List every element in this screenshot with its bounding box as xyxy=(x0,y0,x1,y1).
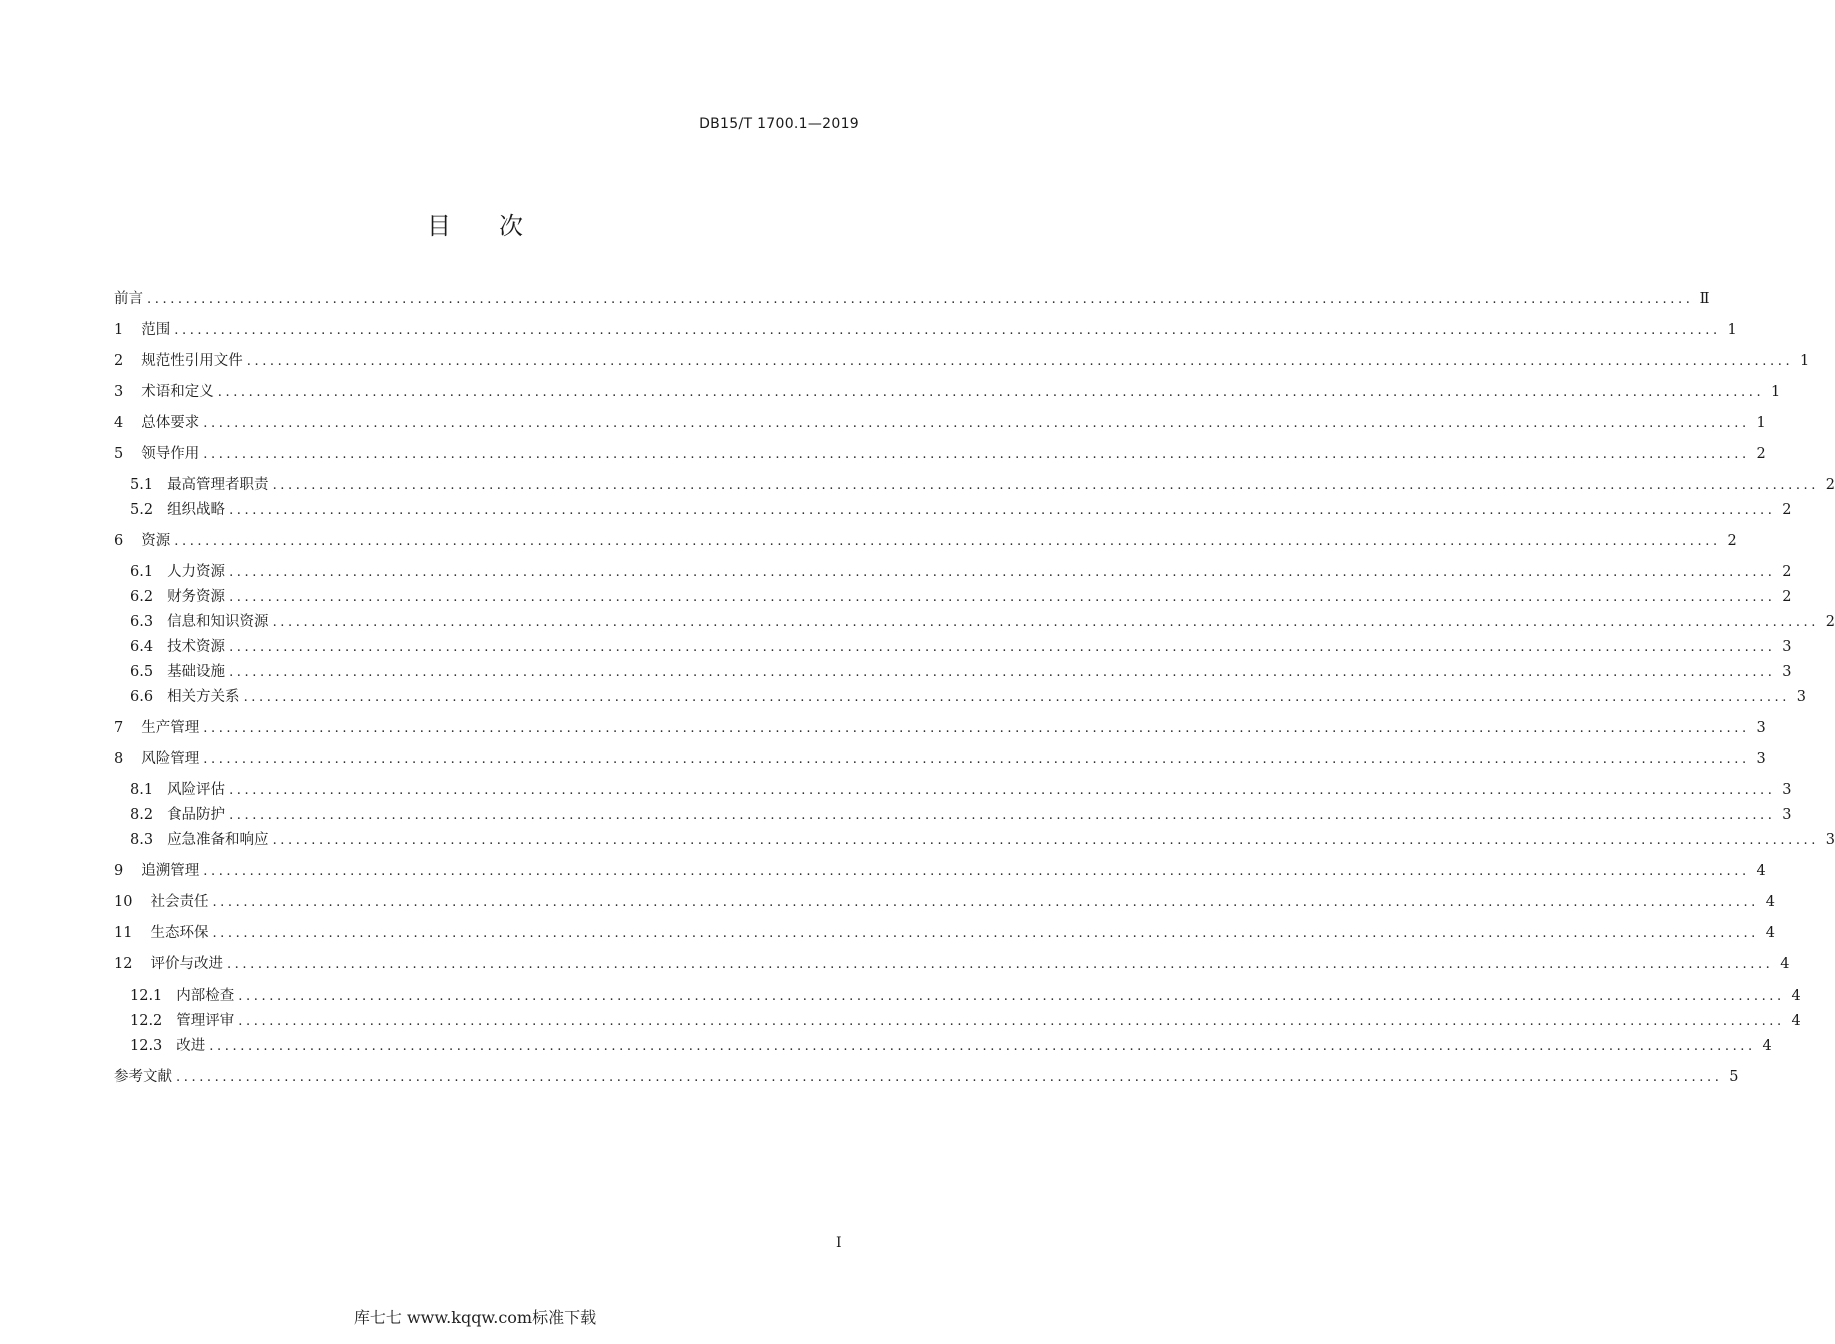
toc-entry[interactable] xyxy=(114,443,1766,465)
toc-entry-label: 食品防护 xyxy=(167,807,226,823)
toc-entry-page: 3 xyxy=(1796,689,1807,705)
toc-entry-page: 1 xyxy=(1756,415,1766,431)
toc-entry[interactable] xyxy=(114,381,1781,403)
toc-entry-page: 4 xyxy=(1791,988,1801,1004)
toc-entry-page: 4 xyxy=(1762,1038,1772,1054)
toc-entry[interactable] xyxy=(114,748,1766,770)
leader-dots: ........................................................................................................................................................................................................ xyxy=(226,957,1774,972)
toc-entry-number: 5.1 xyxy=(130,477,154,493)
toc-entry-label: 参考文献 xyxy=(114,1069,172,1085)
toc-entry-page: 4 xyxy=(1791,1013,1801,1029)
toc-entry-label: 财务资源 xyxy=(167,589,226,605)
toc-entry-page: 1 xyxy=(1770,384,1781,400)
toc-entry-number: 12.1 xyxy=(130,988,163,1004)
leader-dots: ........................................................................................................................................................................................................ xyxy=(229,808,1776,823)
leader-dots: ........................................................................................................................................................................................................ xyxy=(209,1039,1756,1054)
leader-dots: ........................................................................................................................................................................................................ xyxy=(174,534,1721,549)
leader-dots: ........................................................................................................................................................................................................ xyxy=(217,385,1765,400)
toc-entry-page: 1 xyxy=(1799,353,1810,369)
toc-entry[interactable] xyxy=(130,661,1792,683)
toc-entry-number: 5.2 xyxy=(130,502,154,518)
toc-entry-label: 风险评估 xyxy=(167,782,226,798)
page-number: I xyxy=(836,1235,842,1251)
leader-dots: ........................................................................................................................................................................................................ xyxy=(147,292,1694,307)
toc-entry-page: 2 xyxy=(1727,533,1737,549)
toc-entry[interactable] xyxy=(130,686,1807,708)
toc-entry-label: 应急准备和响应 xyxy=(167,832,269,848)
toc-entry[interactable] xyxy=(130,829,1835,851)
toc-entry-number: 10 xyxy=(114,894,133,910)
leader-dots: ........................................................................................................................................................................................................ xyxy=(272,833,1820,848)
toc-entry-number: 12 xyxy=(114,956,133,972)
toc-entry-number: 6.5 xyxy=(130,664,154,680)
toc-entry-number: 8.1 xyxy=(130,782,154,798)
toc-entry-label: 内部检查 xyxy=(176,988,235,1004)
toc-entry[interactable] xyxy=(130,636,1792,658)
leader-dots: ........................................................................................................................................................................................................ xyxy=(229,640,1776,655)
toc-entry-label: 相关方关系 xyxy=(167,689,240,705)
toc-entry-page: 3 xyxy=(1782,807,1792,823)
toc-entry-number: 1 xyxy=(114,322,124,338)
toc-entry-page: 2 xyxy=(1825,614,1835,630)
leader-dots: ........................................................................................................................................................................................................ xyxy=(176,1070,1723,1085)
toc-entry-number: 12.2 xyxy=(130,1013,163,1029)
toc-entry-page: 1 xyxy=(1727,322,1737,338)
leader-dots: ........................................................................................................................................................................................................ xyxy=(203,752,1750,767)
toc-entry-page: 4 xyxy=(1756,863,1766,879)
toc-entry[interactable] xyxy=(114,717,1766,739)
toc-entry[interactable] xyxy=(114,412,1766,434)
toc-entry-page: 3 xyxy=(1782,782,1792,798)
toc-entry-page: 2 xyxy=(1825,477,1835,493)
toc-entry[interactable] xyxy=(114,891,1775,913)
toc-entry-label: 范围 xyxy=(141,322,171,338)
toc-entry[interactable] xyxy=(130,804,1792,826)
toc-entry[interactable] xyxy=(130,985,1801,1007)
toc-entry-number: 6.3 xyxy=(130,614,154,630)
toc-entry[interactable] xyxy=(114,350,1810,372)
leader-dots: ........................................................................................................................................................................................................ xyxy=(243,690,1791,705)
toc-entry-number: 11 xyxy=(114,925,133,941)
toc-entry-page: 3 xyxy=(1782,664,1792,680)
toc-entry[interactable] xyxy=(130,611,1835,633)
toc-entry[interactable] xyxy=(114,922,1775,944)
toc-entry-number: 9 xyxy=(114,863,124,879)
toc-entry-page: 5 xyxy=(1729,1069,1739,1085)
toc-entry-label: 风险管理 xyxy=(141,751,200,767)
toc-entry[interactable] xyxy=(130,474,1835,496)
leader-dots: ........................................................................................................................................................................................................ xyxy=(229,565,1776,580)
leader-dots: ........................................................................................................................................................................................................ xyxy=(238,1014,1785,1029)
toc-entry-page: 2 xyxy=(1782,564,1792,580)
toc-entry-page: 3 xyxy=(1825,832,1835,848)
toc-entry-number: 6.4 xyxy=(130,639,154,655)
toc-entry[interactable] xyxy=(114,860,1766,882)
toc-entry[interactable] xyxy=(130,1035,1772,1057)
leader-dots: ........................................................................................................................................................................................................ xyxy=(272,478,1820,493)
toc-entry[interactable] xyxy=(130,1010,1801,1032)
toc-entry-label: 总体要求 xyxy=(141,415,200,431)
toc-entry-label: 前言 xyxy=(114,291,143,307)
toc-entry-label: 最高管理者职责 xyxy=(167,477,269,493)
leader-dots: ........................................................................................................................................................................................................ xyxy=(212,926,1759,941)
leader-dots: ........................................................................................................................................................................................................ xyxy=(229,665,1776,680)
leader-dots: ........................................................................................................................................................................................................ xyxy=(272,615,1820,630)
toc-entry-label: 评价与改进 xyxy=(150,956,223,972)
leader-dots: ........................................................................................................................................................................................................ xyxy=(229,590,1776,605)
toc-entry-page: 4 xyxy=(1765,925,1775,941)
toc-entry-number: 8.2 xyxy=(130,807,154,823)
leader-dots: ........................................................................................................................................................................................................ xyxy=(238,989,1785,1004)
toc-entry-page: 2 xyxy=(1782,502,1792,518)
toc-entry-page: 3 xyxy=(1756,720,1766,736)
toc-entry-page: 4 xyxy=(1765,894,1775,910)
leader-dots: ........................................................................................................................................................................................................ xyxy=(246,354,1794,369)
toc-entry-number: 4 xyxy=(114,415,124,431)
toc-entry[interactable] xyxy=(114,530,1737,552)
toc-entry-number: 2 xyxy=(114,353,124,369)
toc-entry-label: 人力资源 xyxy=(167,564,226,580)
toc-entry-label: 领导作用 xyxy=(141,446,200,462)
toc-entry-number: 6.2 xyxy=(130,589,154,605)
toc-entry[interactable] xyxy=(130,779,1792,801)
standard-code: DB15/T 1700.1—2019 xyxy=(699,116,859,132)
toc-entry-label: 规范性引用文件 xyxy=(141,353,243,369)
leader-dots: ........................................................................................................................................................................................................ xyxy=(203,864,1750,879)
toc-entry-number: 8 xyxy=(114,751,124,767)
toc-entry-number: 6.6 xyxy=(130,689,154,705)
toc-entry-label: 资源 xyxy=(141,533,171,549)
toc-entry-number: 12.3 xyxy=(130,1038,163,1054)
toc-entry[interactable] xyxy=(114,319,1737,341)
leader-dots: ........................................................................................................................................................................................................ xyxy=(229,503,1776,518)
leader-dots: ........................................................................................................................................................................................................ xyxy=(203,721,1750,736)
toc-entry-label: 信息和知识资源 xyxy=(167,614,269,630)
toc-entry[interactable] xyxy=(114,953,1790,975)
leader-dots: ........................................................................................................................................................................................................ xyxy=(229,783,1776,798)
toc-entry[interactable] xyxy=(114,288,1710,310)
toc-entry-number: 3 xyxy=(114,384,124,400)
toc-entry-label: 基础设施 xyxy=(167,664,226,680)
toc-entry-label: 生态环保 xyxy=(150,925,209,941)
toc-entry-label: 生产管理 xyxy=(141,720,200,736)
toc-entry-label: 术语和定义 xyxy=(141,384,214,400)
toc-entry-number: 8.3 xyxy=(130,832,154,848)
page-title: 目次 xyxy=(427,212,571,240)
toc-entry-page: 2 xyxy=(1782,589,1792,605)
toc-entry[interactable] xyxy=(130,561,1792,583)
toc-entry-label: 组织战略 xyxy=(167,502,226,518)
toc-entry-label: 改进 xyxy=(176,1038,206,1054)
toc-entry-number: 5 xyxy=(114,446,124,462)
leader-dots: ........................................................................................................................................................................................................ xyxy=(203,447,1750,462)
toc-entry-number: 7 xyxy=(114,720,124,736)
toc-entry-number: 6 xyxy=(114,533,124,549)
footer-watermark: 库七七 www.kqqw.com标准下载 xyxy=(353,1308,597,1327)
leader-dots: ........................................................................................................................................................................................................ xyxy=(212,895,1759,910)
leader-dots: ........................................................................................................................................................................................................ xyxy=(203,416,1750,431)
leader-dots: ........................................................................................................................................................................................................ xyxy=(174,323,1721,338)
toc-entry[interactable] xyxy=(130,586,1792,608)
toc-entry-page: 3 xyxy=(1782,639,1792,655)
toc-entry-label: 技术资源 xyxy=(167,639,226,655)
toc-entry-label: 社会责任 xyxy=(150,894,209,910)
toc-entry-page: 2 xyxy=(1756,446,1766,462)
toc-entry-label: 追溯管理 xyxy=(141,863,200,879)
toc-entry-page: Ⅱ xyxy=(1699,291,1710,307)
toc-entry[interactable] xyxy=(114,1066,1739,1088)
toc-entry-number: 6.1 xyxy=(130,564,154,580)
toc-entry[interactable] xyxy=(130,499,1792,521)
toc-entry-page: 4 xyxy=(1780,956,1790,972)
toc-entry-label: 管理评审 xyxy=(176,1013,235,1029)
toc-entry-page: 3 xyxy=(1756,751,1766,767)
